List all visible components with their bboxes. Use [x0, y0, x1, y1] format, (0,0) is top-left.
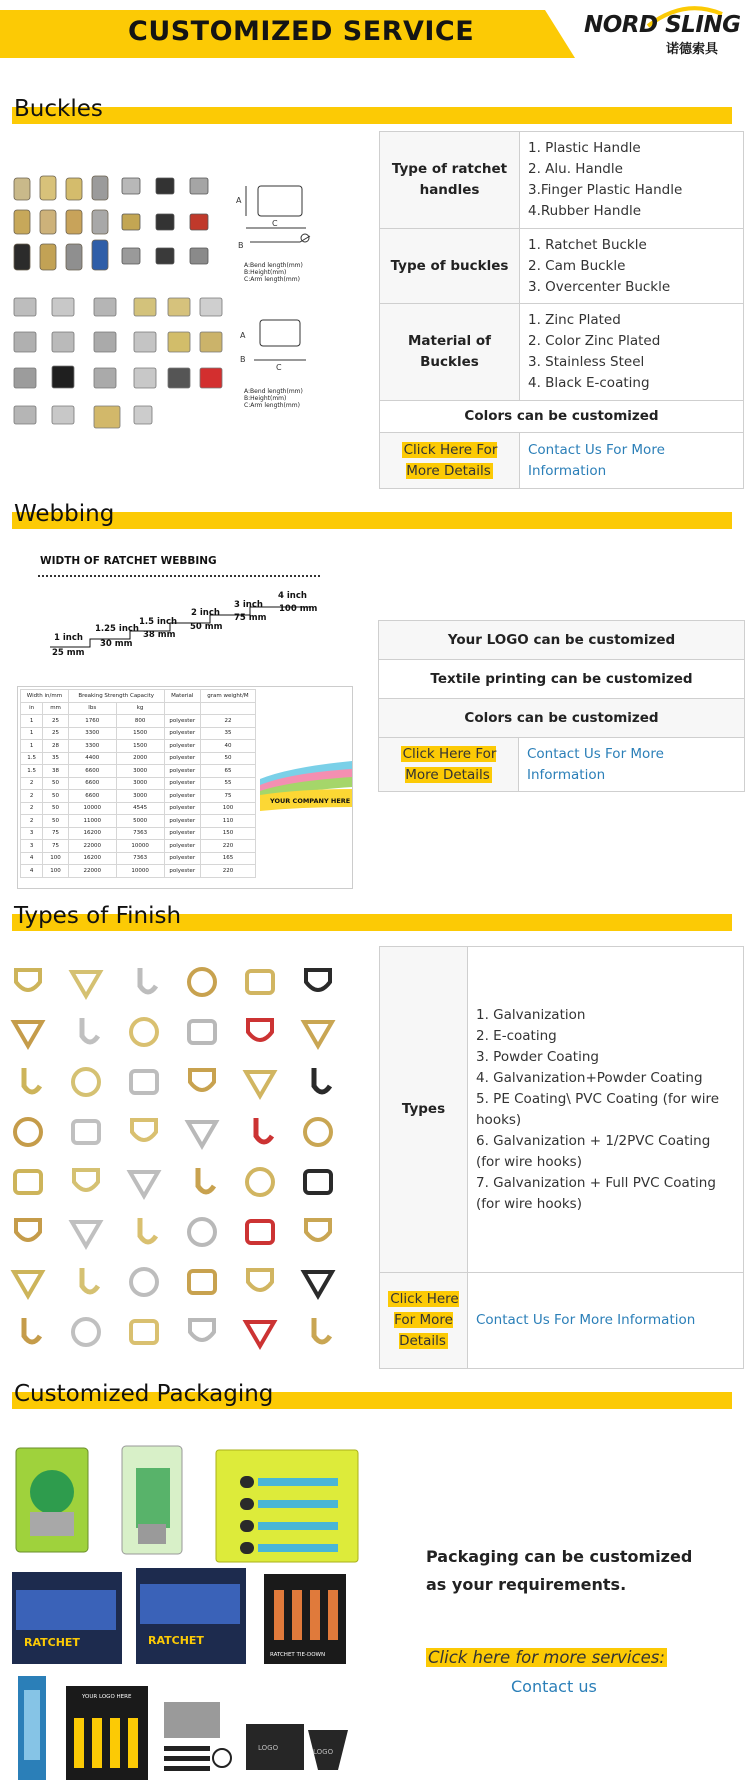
- spec-cell: 1.5: [21, 752, 43, 765]
- section-bar: [12, 107, 732, 124]
- hardware-item: [140, 968, 156, 992]
- hardware-item: [73, 1319, 99, 1345]
- spec-cell: 50: [43, 815, 69, 828]
- spec-cell: 4: [21, 852, 43, 865]
- table-row: [380, 1273, 744, 1369]
- hardware-item: [305, 1171, 331, 1193]
- spec-cell: 3: [21, 827, 43, 840]
- spec-cell: 1.5: [21, 765, 43, 778]
- spec-cell: 7363: [116, 852, 164, 865]
- spec-cell: polyester: [164, 840, 200, 853]
- list-item: 2. Color Zinc Plated: [528, 333, 661, 349]
- hardware-item: [314, 1318, 330, 1342]
- list-item: 7. Galvanization + Full PVC Coating (for wire hooks): [476, 1174, 716, 1212]
- header-banner: [0, 0, 750, 66]
- hardware-item: [73, 1069, 99, 1095]
- more-details-link[interactable]: Click Here For More Details: [390, 1291, 459, 1349]
- hardware-item: [189, 1219, 215, 1245]
- spec-cell: 100: [43, 865, 69, 878]
- more-services-label[interactable]: Click here for more services:: [428, 1648, 665, 1667]
- spec-cell: polyester: [164, 865, 200, 878]
- list-item: 3. Powder Coating: [476, 1048, 599, 1065]
- row-label: Type of ratchet handles: [380, 132, 520, 229]
- hardware-item: [130, 1172, 158, 1196]
- spec-cell: polyester: [164, 815, 200, 828]
- hardware-item: [198, 1168, 214, 1192]
- spec-header: in: [21, 702, 43, 715]
- spec-cell: 11000: [68, 815, 116, 828]
- hardware-item: [131, 1019, 157, 1045]
- packaging-note: Packaging can be customized as your requirements.: [426, 1547, 693, 1594]
- spec-row: [21, 815, 256, 828]
- webbing-spec-table: [17, 686, 353, 889]
- spec-cell: 3: [21, 840, 43, 853]
- hardware-item: [140, 1218, 156, 1242]
- cta-cell: [379, 738, 519, 792]
- hardware-item: [131, 1071, 157, 1093]
- hardware-item: [14, 1272, 42, 1296]
- cta-cell: [380, 433, 520, 489]
- list-item: 2. Cam Buckle: [528, 257, 626, 274]
- table-row: [379, 699, 745, 738]
- spec-cell: 4400: [68, 752, 116, 765]
- spec-row: [21, 727, 256, 740]
- spec-cell: 1500: [116, 740, 164, 753]
- spec-header: Width in/mm: [21, 690, 69, 703]
- spec-cell: 16200: [68, 827, 116, 840]
- hardware-item: [16, 1220, 40, 1240]
- printing-custom-note: Textile printing can be customized: [379, 660, 745, 699]
- svg-text:YOUR LOGO HERE: YOUR LOGO HERE: [82, 1694, 132, 1700]
- spec-cell: 3000: [116, 790, 164, 803]
- step-mm: 30 mm: [100, 639, 133, 649]
- hardware-item: [247, 1169, 273, 1195]
- spec-head: [21, 702, 256, 715]
- step-inch: 1.25 inch: [95, 624, 139, 634]
- spec-cell: 2: [21, 777, 43, 790]
- spec-cell: 25: [43, 727, 69, 740]
- spec-cell: 22: [200, 715, 255, 728]
- spec-cell: 10000: [116, 865, 164, 878]
- spec-cell: polyester: [164, 715, 200, 728]
- section-title: Types of Finish: [14, 903, 182, 929]
- spec-cell: 35: [200, 727, 255, 740]
- hardware-gallery-icon: [6, 958, 366, 1368]
- sample-text: YOUR COMPANY HERE: [270, 797, 351, 805]
- svg-text:LOGO: LOGO: [258, 1744, 279, 1752]
- list-item: 3. Stainless Steel: [528, 354, 645, 370]
- section-bar: [12, 512, 732, 529]
- list-item: 2. E-coating: [476, 1027, 557, 1044]
- spec-cell: 75: [43, 840, 69, 853]
- hardware-item: [188, 1122, 216, 1146]
- spec-cell: polyester: [164, 765, 200, 778]
- svg-text:B:Height(mm): B:Height(mm): [244, 269, 287, 276]
- webbing-diagram-title: WIDTH OF RATCHET WEBBING: [40, 555, 217, 567]
- spec-cell: 2: [21, 802, 43, 815]
- hardware-item: [189, 969, 215, 995]
- step-inch: 1.5 inch: [139, 617, 178, 627]
- hardware-item: [246, 1322, 274, 1346]
- hardware-item: [74, 1170, 98, 1190]
- spec-row: [21, 715, 256, 728]
- hardware-item: [189, 1271, 215, 1293]
- spec-header: [164, 702, 200, 715]
- buckle-images: [10, 170, 370, 460]
- list-item: 1. Galvanization: [476, 1006, 586, 1023]
- svg-text:A:Bend length(mm): A:Bend length(mm): [244, 388, 303, 395]
- spec-cell: polyester: [164, 740, 200, 753]
- hardware-item: [131, 1321, 157, 1343]
- hardware-item: [72, 972, 100, 996]
- spec-cell: polyester: [164, 852, 200, 865]
- spec-cell: 40: [200, 740, 255, 753]
- list-item: 6. Galvanization + 1/2PVC Coating (for wire hooks): [476, 1132, 711, 1170]
- spec-cell: 4545: [116, 802, 164, 815]
- spec-header: Material: [164, 690, 200, 703]
- hardware-item: [256, 1118, 272, 1142]
- webbing-sample-icon: [260, 759, 352, 819]
- hardware-item: [305, 1119, 331, 1145]
- list-item: 1. Plastic Handle: [528, 140, 641, 156]
- list-item: 1. Zinc Plated: [528, 312, 621, 328]
- hardware-item: [73, 1121, 99, 1143]
- more-details-link[interactable]: Click Here For More Details: [402, 745, 497, 783]
- spec-cell: 165: [200, 852, 255, 865]
- svg-text:RATCHET: RATCHET: [148, 1634, 204, 1647]
- hardware-item: [15, 1171, 41, 1193]
- spec-cell: polyester: [164, 827, 200, 840]
- spec-cell: 50: [43, 802, 69, 815]
- spec-cell: 25: [43, 715, 69, 728]
- more-services-link[interactable]: [426, 1648, 667, 1667]
- colors-note: Colors can be customized: [380, 401, 744, 433]
- diag-label-a: A: [236, 196, 242, 205]
- spec-header: mm: [43, 702, 69, 715]
- svg-text:A: A: [240, 331, 246, 340]
- section-title: Customized Packaging: [14, 1381, 274, 1407]
- row-label: Types: [380, 947, 468, 1273]
- row-values: [520, 229, 744, 304]
- hardware-item: [14, 1022, 42, 1046]
- spec-cell: 6600: [68, 777, 116, 790]
- spec-cell: 2: [21, 815, 43, 828]
- table-row: [380, 401, 744, 433]
- spec-head: [21, 690, 256, 703]
- spec-cell: 3000: [116, 765, 164, 778]
- hardware-item: [82, 1018, 98, 1042]
- hardware-item: [72, 1222, 100, 1246]
- spec-cell: polyester: [164, 802, 200, 815]
- table-row: [379, 660, 745, 699]
- page-title: CUSTOMIZED SERVICE: [128, 16, 475, 47]
- spec-row: [21, 790, 256, 803]
- section-title: Webbing: [14, 501, 115, 527]
- spec-cell: 220: [200, 840, 255, 853]
- logo-custom-note: Your LOGO can be customized: [379, 621, 745, 660]
- spec-row: [21, 865, 256, 878]
- contact-us-link[interactable]: Contact Us For More Information: [468, 1273, 744, 1369]
- table-row: [380, 229, 744, 304]
- spec-cell: 50: [43, 790, 69, 803]
- spec-row: [21, 777, 256, 790]
- step-mm: 50 mm: [190, 622, 223, 632]
- step-inch: 3 inch: [234, 600, 263, 610]
- colors-note: Colors can be customized: [379, 699, 745, 738]
- finish-hardware-images: [6, 958, 366, 1368]
- hardware-item: [304, 1272, 332, 1296]
- spec-cell: 10000: [116, 840, 164, 853]
- pkg-text: RATCHET: [24, 1636, 80, 1649]
- buckle-gallery-icon: [10, 170, 370, 460]
- spec-cell: 3000: [116, 777, 164, 790]
- svg-text:C:Arm length(mm): C:Arm length(mm): [244, 276, 300, 283]
- spec-cell: 1500: [116, 727, 164, 740]
- spec-cell: 800: [116, 715, 164, 728]
- svg-text:B: B: [238, 241, 244, 250]
- table-row: [379, 621, 745, 660]
- spec-cell: 1: [21, 740, 43, 753]
- contact-us-link[interactable]: Contact Us For More Information: [519, 738, 745, 792]
- svg-text:B: B: [240, 355, 246, 364]
- spec-cell: 65: [200, 765, 255, 778]
- svg-text:C: C: [272, 219, 278, 228]
- spec-cell: 38: [43, 765, 69, 778]
- hardware-item: [247, 1221, 273, 1243]
- list-item: 4.Rubber Handle: [528, 203, 642, 219]
- table-row: [380, 433, 744, 489]
- row-label: Type of buckles: [380, 229, 520, 304]
- packaging-gallery-icon: [8, 1440, 368, 1784]
- spec-header: kg: [116, 702, 164, 715]
- svg-text:LOGO: LOGO: [313, 1748, 334, 1756]
- svg-text:B:Height(mm): B:Height(mm): [244, 395, 287, 402]
- spec-cell: polyester: [164, 752, 200, 765]
- section-heading-packaging: [12, 1381, 732, 1411]
- step-inch: 4 inch: [278, 591, 307, 601]
- step-mm: 38 mm: [143, 630, 176, 640]
- spec-row: [21, 740, 256, 753]
- step-inch: 2 inch: [191, 608, 220, 618]
- list-item: 3.Finger Plastic Handle: [528, 182, 683, 198]
- spec-cell: 110: [200, 815, 255, 828]
- step-inch: 1 inch: [54, 633, 83, 643]
- hardware-item: [248, 1270, 272, 1290]
- list-item: 5. PE Coating\ PVC Coating (for wire hooks): [476, 1090, 720, 1128]
- cta-cell: [380, 1273, 468, 1369]
- spec-row: [21, 827, 256, 840]
- spec-row: [21, 840, 256, 853]
- spec-cell: 2: [21, 790, 43, 803]
- table-row: [379, 738, 745, 792]
- packaging-images: [8, 1440, 368, 1784]
- spec-cell: polyester: [164, 727, 200, 740]
- svg-text:C: C: [276, 363, 282, 372]
- hardware-item: [189, 1021, 215, 1043]
- spec-cell: 100: [200, 802, 255, 815]
- hardware-item: [15, 1119, 41, 1145]
- buckles-table: [379, 131, 744, 489]
- spec-cell: 1760: [68, 715, 116, 728]
- hardware-item: [82, 1268, 98, 1292]
- table-row: [380, 304, 744, 401]
- row-values: [520, 304, 744, 401]
- hardware-item: [190, 1320, 214, 1340]
- spec-cell: 3300: [68, 740, 116, 753]
- section-title: Buckles: [14, 96, 103, 122]
- spec-cell: 50: [43, 777, 69, 790]
- row-label: Material of Buckles: [380, 304, 520, 401]
- finish-table: [379, 946, 744, 1369]
- dotted-divider: [38, 575, 320, 577]
- table-row: [380, 132, 744, 229]
- more-details-link[interactable]: Click Here For More Details: [403, 441, 498, 479]
- spec-cell: 6600: [68, 765, 116, 778]
- list-item: 1. Ratchet Buckle: [528, 236, 647, 253]
- spec-header: lbs: [68, 702, 116, 715]
- hardware-item: [306, 970, 330, 990]
- svg-text:C:Arm length(mm): C:Arm length(mm): [244, 402, 300, 409]
- section-heading-webbing: [12, 501, 732, 531]
- contact-us-link[interactable]: Contact Us For More Information: [520, 433, 744, 489]
- spec-cell: 35: [43, 752, 69, 765]
- hardware-item: [247, 971, 273, 993]
- step-mm: 25 mm: [52, 648, 85, 658]
- spec-cell: 2000: [116, 752, 164, 765]
- logo-text: NORD SLING: [584, 12, 741, 38]
- spec-cell: 7363: [116, 827, 164, 840]
- hardware-item: [306, 1220, 330, 1240]
- row-values: [520, 132, 744, 229]
- spec-cell: 10000: [68, 802, 116, 815]
- svg-text:A:Bend length(mm): A:Bend length(mm): [244, 262, 303, 269]
- table-row: [380, 947, 744, 1273]
- hardware-item: [314, 1068, 330, 1092]
- spec-header: gram weight/M: [200, 690, 255, 703]
- hardware-item: [132, 1120, 156, 1140]
- hardware-item: [24, 1068, 40, 1092]
- list-item: 3. Overcenter Buckle: [528, 278, 671, 295]
- brand-logo[interactable]: [584, 8, 744, 56]
- spec-cell: 1: [21, 727, 43, 740]
- spec-cell: 55: [200, 777, 255, 790]
- hardware-item: [246, 1072, 274, 1096]
- spec-row: [21, 752, 256, 765]
- section-heading-buckles: [12, 96, 732, 126]
- step-mm: 75 mm: [234, 613, 267, 623]
- hardware-item: [304, 1022, 332, 1046]
- spec-cell: 6600: [68, 790, 116, 803]
- spec-cell: 75: [43, 827, 69, 840]
- spec-row: [21, 802, 256, 815]
- hardware-item: [16, 970, 40, 990]
- list-item: 2. Alu. Handle: [528, 161, 623, 177]
- spec-cell: 22000: [68, 840, 116, 853]
- spec-cell: 150: [200, 827, 255, 840]
- spec-cell: 50: [200, 752, 255, 765]
- spec-cell: 3300: [68, 727, 116, 740]
- contact-us-link[interactable]: Contact us: [511, 1677, 597, 1696]
- spec-cell: 22000: [68, 865, 116, 878]
- row-values: [468, 947, 744, 1273]
- logo-subtext: 诺德索具: [666, 42, 719, 57]
- webbing-table: [378, 620, 745, 792]
- spec-header: Breaking Strength Capacity: [68, 690, 164, 703]
- hardware-item: [190, 1070, 214, 1090]
- hardware-item: [24, 1318, 40, 1342]
- spec-cell: 1: [21, 715, 43, 728]
- spec-cell: 4: [21, 865, 43, 878]
- spec-cell: 16200: [68, 852, 116, 865]
- webbing-sample-image: [260, 759, 352, 819]
- spec-row: [21, 765, 256, 778]
- spec-cell: 100: [43, 852, 69, 865]
- hardware-item: [248, 1020, 272, 1040]
- spec-cell: 75: [200, 790, 255, 803]
- spec-header: [200, 702, 255, 715]
- spec-cell: 5000: [116, 815, 164, 828]
- list-item: 4. Black E-coating: [528, 375, 650, 391]
- spec-cell: 220: [200, 865, 255, 878]
- step-mm: 100 mm: [279, 604, 318, 614]
- spec-row: [21, 852, 256, 865]
- hardware-item: [131, 1269, 157, 1295]
- list-item: 4. Galvanization+Powder Coating: [476, 1069, 703, 1086]
- spec-cell: 28: [43, 740, 69, 753]
- svg-text:RATCHET TIE-DOWN: RATCHET TIE-DOWN: [270, 1652, 326, 1658]
- spec-cell: polyester: [164, 790, 200, 803]
- spec-cell: polyester: [164, 777, 200, 790]
- section-heading-finish: [12, 903, 732, 933]
